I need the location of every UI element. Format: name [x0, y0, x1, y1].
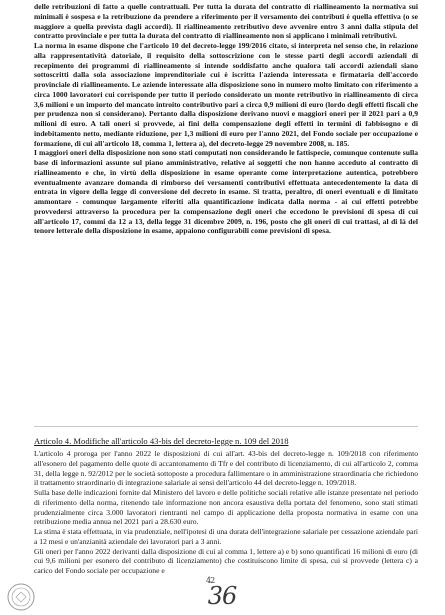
- official-seal-stamp: [6, 582, 36, 612]
- article-paragraph-1: L'articolo 4 proroga per l'anno 2022 le disposizioni di cui all'art. 43-bis del decreto-legge n. 109/2018 con riferimento all'esonero del pagamento delle quote di accantonamento di Tfr e del contributo di licenziamento, di cui all'articolo 2, comma 31, della legge n. 92/2012 per le società sottoposte a procedura fallimentare o in amministrazione straordinaria che richiedono il trattamento straordinario di integrazione salariale ai sensi dell'articolo 44 del decreto-legge n. 109/2018.: [34, 449, 418, 488]
- upper-text-block: [34, 2, 418, 236]
- article-text-block: [34, 449, 418, 576]
- page-number-small: 42: [206, 576, 215, 585]
- paragraph-oneri-text: I maggiori oneri della disposizione non sono stati computati non considerando le fattispecie, comunque contenute sulla base di informazioni assunte sul piano amministrativo, relative ai soggetti che non hanno acceduto al contratto di riallineamento e che, in virtù della disposizione in esame operante come interpretazione autentica, potrebbero eventualmente avanzare domanda di rimborso dei versamenti contributivi effettuata antecedentemente la data di entrata in vigore della legge di conversione del decreto in esame. Si tratta, peraltro, di oneri eventuali e di limitato ammontare - comunque largamente riferiti alla quantificazione indicata dalla norma - ai cui effetti potrebbe provvedersi attraverso la procedura per la compensazione degli oneri che eccedono le previsioni di spesa di cui all'articolo 17, commi da 12 a 13, della legge 31 dicembre 2009, n. 196, posto che gli oneri di cui trattasi, al di là del tenore letterale della disposizione in esame, appaiono configurabili come previsioni di spesa.: [34, 148, 418, 236]
- page-number-main: 36: [207, 582, 237, 610]
- article-paragraph-2: Sulla base delle indicazioni fornite dal Ministero del lavoro e delle politiche sociali relative alle istanze presentate nel periodo di riferimento della norma, ritenendo tale informazione non ancora esaustiva della portata del fenomeno, sono stati stimati prudenzialmente circa 3.000 lavoratori rientranti nel campo di applicazione della proposta normativa in esame con una retribuzione media annua nel 2021 pari a 28.630 euro.: [34, 488, 418, 527]
- page-number: [200, 576, 244, 610]
- article-heading: Articolo 4. Modifiche all'articolo 43-bis del decreto-legge n. 109 del 2018: [34, 436, 289, 446]
- article-paragraph-3: La stima è stata effettuata, in via prudenziale, nell'ipotesi di una durata dell'integrazione salariale per cessazione aziendale pari a 12 mesi e un'anzianità aziendale dei lavoratori pari a 3 anni.: [34, 527, 419, 546]
- article-paragraph-4: Gli oneri per l'anno 2022 derivanti dalla disposizione di cui al comma 1, lettere a) e b) sono quantificati 16 milioni di euro (di cui 9,6 milioni per esonero del contributo di licenziamento) che costituiscono limite di spesa, cui si provvede (lettera c) a carico del Fondo sociale per occupazione e: [34, 546, 418, 575]
- paragraph-norma-in-esame: [34, 41, 418, 148]
- section-divider: [34, 426, 418, 427]
- paragraph-maggiori-oneri: [34, 148, 418, 236]
- paragraph-norma-text: La norma in esame dispone che l'articolo 10 del decreto-legge 199/2016 citato, si interpreta nel senso che, in relazione alla rappresentatività datoriale, il requisito della sottoscrizione con le stesse parti degli accordi aziendali di recepimento dei programmi di riallineamento si intende soddisfatto anche qualora tali accordi aziendali siano sottoscritti dalla sola associazione imprenditoriale cui è iscritta l'azienda interessata e firmataria dell'accordo provinciale di riallineamento. Le aziende interessate alla disposizione sono in numero molto limitato con riferimento a circa 1000 lavoratori cui corrisponde per tutto il periodo considerato un monte retributivo in riallineamento di circa 3,6 milioni e un importo del mancato introito contributivo pari a circa 0,9 milioni di euro (lordo degli effetti fiscali che per prudenza non si considerano). Pertanto dalla disposizione derivano nuovi e maggiori oneri per il 2021 pari a 0,9 milioni di euro. A tali oneri si provvede, ai fini della compensazione degli effetti in termini di fabbisogno e di indebitamento netto, mediante riduzione, per 1,3 milioni di euro per l'anno 2021, del Fondo sociale per occupazione e formazione, di cui all'articolo 18, comma 1, lettera a), del decreto-legge 29 novembre 2008, n. 185.: [34, 41, 418, 148]
- paragraph-riallineamento-bold: delle retribuzioni di fatto a quelle contrattuali. Per tutta la durata del contratto di riallineamento la normativa sui minimali è sospesa e la retribuzione da prendere a riferimento per il versamento dei contributi è quella effettiva (o se maggiore a quella prevista dagli accordi). Il riallineamento retributivo deve avvenire entro 3 anni dalla stipula del contratto provinciale e per tutta la durata del contratto di riallineamento non si applicano i minimali retributivi.: [34, 2, 418, 41]
